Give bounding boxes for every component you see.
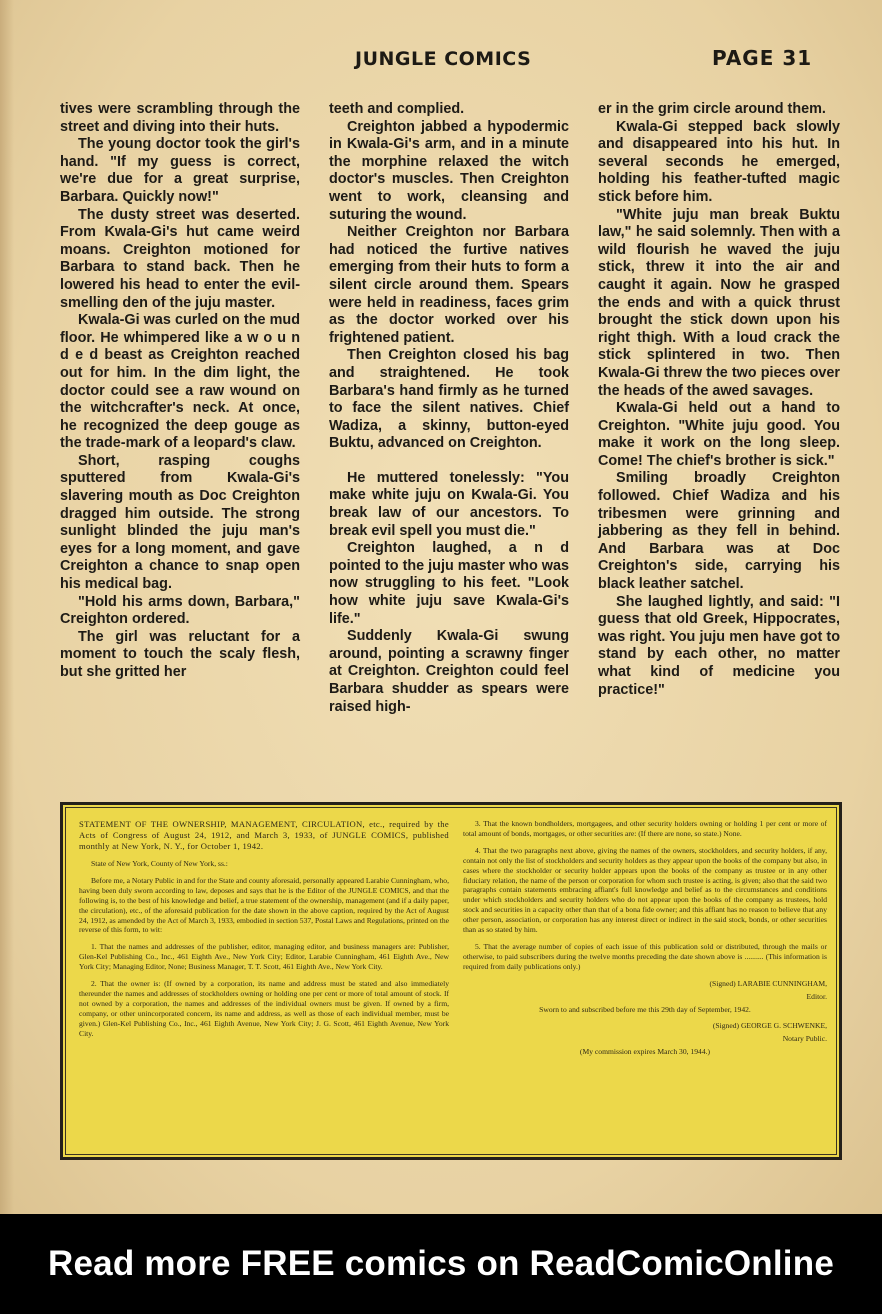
notary-signature-title: Notary Public. [782,1034,827,1044]
commission-line: (My commission expires March 30, 1944.) [579,1047,711,1057]
paragraph: Neither Creighton nor Barbara had noticed the furtive natives emerging from their huts to form a silent circle around them. Spears were held in readiness, faces grim as the doctor worked over his frightened patient. [329,224,569,346]
paragraph: Short, rasping coughs sputtered from Kwala-Gi's slavering mouth as Doc Creighton dragged him outside. The strong sunlight blinded the juju man's eyes for a long moment, and gave Creighton a chance to snap open his medical bag. [60,452,300,593]
paragraph: She laughed lightly, and said: "I guess that old Greek, Hippocrates, was right. You juju men have got to stand by each other, no matter what kind of medicine you practice!" [598,593,840,698]
statement-item-3: 3. That the known bondholders, mortgagees, and other security holders owning or holding 1 per cent or more of total amount of bonds, mortgages, or other securities are: (If there are none, so state.) None. [463,819,827,838]
statement-title: STATEMENT OF THE OWNERSHIP, MANAGEMENT, CIRCULATION, etc., required by the Acts of Congress of August 24, 1912, and March 3, 1933, of JUNGLE COMICS, published monthly at New York, N. Y., for October 1, 1942. [79,819,449,851]
story-column-3 [598,101,840,699]
paragraph: The dusty street was deserted. From Kwala-Gi's hut came weird moans. Creighton motioned for Barbara to stand back. Then he lowered his head to enter the evil-smelling den of the juju master. [60,206,300,311]
statement-right-column [463,819,827,1064]
statement-item-1: 1. That the names and addresses of the publisher, editor, managing editor, and business managers are: Publisher, Glen-Kel Publishing Co., Inc., 461 Eighth Ave., New York City; Editor, Larabie Cunningham, 461 Eighth Ave., New York City; Managing Editor, None; Business Manager, T. T. Scott, 461 Eighth Ave., New York City. [79,942,449,972]
paragraph: Creighton jabbed a hypodermic in Kwala-Gi's arm, and in a minute the morphine relaxed the witch doctor's muscles. Then Creighton went to work, cleansing and suturing the wound. [329,118,569,223]
statement-state: State of New York, County of New York, ss.: [91,859,228,868]
statement-item-4: 4. That the two paragraphs next above, giving the names of the owners, stockholders, and security holders, if any, contain not only the list of stockholders and security holders as they appear upon the books of the company but also, in cases where the stockholder or security holder appears upon the books of the company as trustee or in any other fiduciary relation, the name of the person or corporation for whom such trustee is acting, is given; also that the said two paragraphs contain statements embracing affiant's full knowledge and belief as to the circumstances and conditions under which stockholders and security holders who do not appear upon the books of the company as trustees, hold stock and securities in a capacity other than that of a bona fide owner; and this affiant has no reason to believe that any other person, association, or corporation has any interest direct or indirect in the said stock, bonds, or other securities than as so stated by him. [463,845,827,935]
paragraph: Then Creighton closed his bag and straightened. He took Barbara's hand firmly as he turned to face the silent natives. Chief Wadiza, a skinny, button-eyed Buktu, advanced on Creighton. [329,347,569,452]
page-edge-shadow [0,0,14,1214]
editor-signature-title: Editor. [806,991,827,1001]
notary-signature: (Signed) GEORGE G. SCHWENKE, [712,1021,827,1031]
paragraph: "White juju man break Buktu law," he said solemnly. Then with a wild flourish he waved the juju stick, threw it into the air and caught it again. Now he grasped the ends and with a quick thrust brought the stick down upon his right thigh. With a loud crack the stick splintered in two. Then Kwala-Gi threw the two pieces over the heads of the awed savages. [598,206,840,399]
paragraph: Creighton laughed, a n d pointed to the juju master who was now struggling to his feet. "Look how white juju save Kwala-Gi's life." [329,540,569,627]
paragraph: Kwala-Gi was curled on the mud floor. He whimpered like a w o u n d e d beast as Creighton reached out for him. In the dim light, the doctor could see a raw wound on the witchcrafter's neck. At once, he recognized the deep gouge as the trade-mark of a leopard's claw. [60,312,300,452]
story-column-1 [60,101,300,682]
paragraph: Kwala-Gi held out a hand to Creighton. "White juju good. You make it work on the long sleep. Come! The chief's brother is sick." [598,400,840,469]
statement-left-column [79,819,449,1046]
statement-item-5: 5. That the average number of copies of each issue of this publication sold or distributed, through the mails or otherwise, to paid subscribers during the twelve months preceding the date shown above is .......... (This information is required from daily publications only.) [463,941,827,971]
statement-item-2: 2. That the owner is: (If owned by a corporation, its name and address must be stated and also immediately thereunder the names and addresses of stockholders owning or holding one per cent or more of total amount of stock. If not owned by a corporation, the names and addresses of the individual owners must be given. If owned by a firm, company, or other unincorporated concern, its name and address, as well as those of each individual member, must be given.) Glen-Kel Publishing Co., Inc., 461 Eighth Avenue, New York City; J. G. Scott, 461 Eighth Avenue, New York City. [79,979,449,1038]
story-column-2 [329,101,569,716]
paragraph: The young doctor took the girl's hand. "If my guess is correct, we're due for a great surprise, Barbara. Quickly now!" [60,136,300,205]
promo-banner[interactable] [0,1214,882,1314]
ownership-statement-box [60,802,842,1160]
page-number: PAGE 31 [712,46,813,70]
paragraph: Suddenly Kwala-Gi swung around, pointing a scrawny finger at Creighton. Creighton could feel Barbara shudder as spears were raised high- [329,628,569,715]
sworn-line: Sworn to and subscribed before me this 29th day of September, 1942. [539,1004,751,1014]
paragraph: He muttered tonelessly: "You make white juju on Kwala-Gi. You break law of our ancestors. To break evil spell you must die." [329,469,569,539]
running-head-title: JUNGLE COMICS [355,48,532,70]
paragraph: teeth and complied. [329,101,465,117]
paragraph: Kwala-Gi stepped back slowly and disappeared into his hut. In several seconds he emerged, holding his feather-tufted magic stick before him. [598,118,840,205]
paragraph: er in the grim circle around them. [598,101,826,117]
paragraph: Smiling broadly Creighton followed. Chief Wadiza and his tribesmen were grinning and jabbering as they fell in behind. And Barbara was at Doc Creighton's side, carrying his black leather satchel. [598,470,840,593]
paragraph: tives were scrambling through the street and diving into their huts. [60,101,300,135]
statement-intro: Before me, a Notary Public in and for the State and county aforesaid, personally appeared Larabie Cunningham, who, having been duly sworn according to law, deposes and says that he is the Editor of the JUNGLE COMICS, and that the following is, to the best of his knowledge and belief, a true statement of the ownership, management (and if a daily paper, the circulation), etc., of the aforesaid publication for the date shown in the above caption, required by the Act of August 24, 1912, as amended by the Act of March 3, 1933, embodied in section 537, Postal Laws and Regulations, printed on the reverse of this form, to wit: [79,875,449,935]
paragraph: The girl was reluctant for a moment to touch the scaly flesh, but she gritted her [60,628,300,680]
editor-signature: (Signed) LARABIE CUNNINGHAM, [709,978,827,988]
promo-banner-text[interactable]: Read more FREE comics on ReadComicOnline [48,1244,834,1283]
paragraph: "Hold his arms down, Barbara," Creighton ordered. [60,593,300,628]
